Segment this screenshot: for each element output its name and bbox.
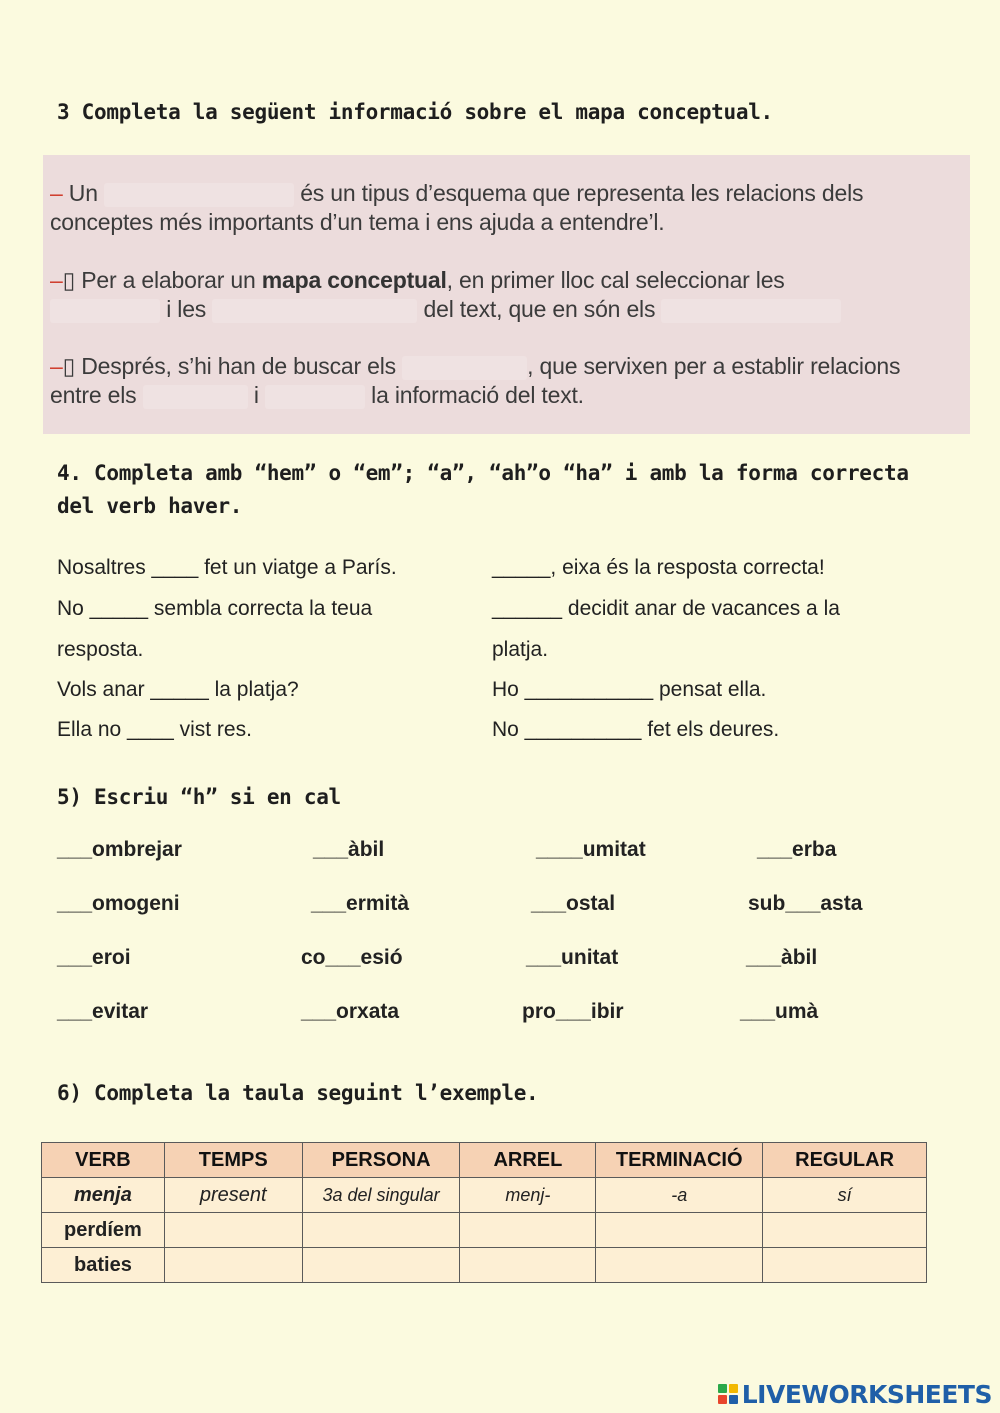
q3-line3a-end: , que servixen per a establir relacions (527, 353, 901, 379)
q3-line2b-mid: i les (166, 296, 207, 322)
answer-cell[interactable] (164, 1248, 302, 1283)
q5-word: pro___ibir (522, 1000, 624, 1023)
answer-cell[interactable] (596, 1213, 763, 1248)
answer-cell[interactable] (763, 1213, 927, 1248)
q5-word: ___ostal (531, 892, 616, 915)
answer-blank-5[interactable] (402, 356, 527, 380)
q3-line2a-bold: mapa conceptual (261, 267, 447, 293)
q5-word: ___evitar (57, 1000, 149, 1023)
cell-temps: present (164, 1178, 302, 1213)
cell-verb: menja (42, 1178, 165, 1213)
answer-cell[interactable] (164, 1213, 302, 1248)
q4-left-4: Vols anar _____ la platja? (57, 678, 299, 701)
q3-line3b-mid: i (253, 382, 259, 408)
q5-word: ___eroi (57, 946, 131, 969)
q3-line1b: conceptes més importants d’un tema i ens ajuda a entendre’l. (50, 209, 665, 235)
q4-right-5: No __________ fet els deures. (492, 718, 780, 741)
logo-grid-icon (718, 1384, 738, 1404)
header-temps: TEMPS (164, 1143, 302, 1178)
cell-persona: 3a del singular (302, 1178, 460, 1213)
table-row (42, 1213, 927, 1248)
answer-cell[interactable] (763, 1248, 927, 1283)
q3-line1a-start: Un (68, 180, 98, 206)
answer-cell[interactable] (460, 1248, 596, 1283)
dash-marker: – (50, 353, 63, 379)
q3-line2b (50, 296, 841, 323)
answer-blank-7[interactable] (265, 385, 365, 409)
dash-marker: – (50, 267, 63, 293)
q4-right-4: Ho ___________ pensat ella. (492, 678, 767, 701)
q5-word: ___omogeni (57, 892, 180, 915)
checkbox-glyph-icon: ▯ (62, 267, 76, 293)
header-arrel: ARREL (460, 1143, 596, 1178)
q5-word: ___ermità (311, 892, 410, 915)
answer-blank-4[interactable] (661, 299, 841, 323)
q3-line2a-end: , en primer lloc cal seleccionar les (446, 267, 785, 293)
q5-word: ___àbil (313, 838, 385, 861)
answer-blank-2[interactable] (50, 299, 160, 323)
answer-cell[interactable] (596, 1248, 763, 1283)
q3-line3b (50, 382, 584, 409)
q6-title: 6) Completa la taula seguint l’exemple. (57, 1081, 539, 1105)
q3-line1a (50, 180, 863, 207)
q4-right-3: platja. (492, 638, 549, 661)
checkbox-glyph-icon: ▯ (62, 353, 76, 379)
header-terminacio: TERMINACIÓ (596, 1143, 763, 1178)
q5-word: co___esió (301, 946, 403, 969)
cell-regular: sí (763, 1178, 927, 1213)
answer-blank-1[interactable] (104, 183, 294, 207)
answer-blank-6[interactable] (143, 385, 248, 409)
q3-line3b-start: entre els (50, 382, 137, 408)
cell-verb: perdíem (42, 1213, 165, 1248)
liveworksheets-logo (718, 1381, 992, 1407)
q3-title: 3 Completa la següent informació sobre el mapa conceptual. (57, 100, 773, 124)
q3-line2a-start: Per a elaborar un (75, 267, 256, 293)
q5-word: ___ombrejar (57, 838, 182, 861)
q3-line3a (50, 353, 900, 380)
q5-title: 5) Escriu “h” si en cal (57, 785, 341, 809)
q3-line1a-end: és un tipus d’esquema que representa les relacions dels (300, 180, 864, 206)
answer-cell[interactable] (460, 1213, 596, 1248)
q5-word: ___àbil (746, 946, 818, 969)
header-persona: PERSONA (302, 1143, 460, 1178)
q5-word: sub___asta (748, 892, 863, 915)
q4-title-line2: del verb haver. (57, 494, 243, 518)
cell-terminacio: -a (596, 1178, 763, 1213)
header-verb: VERB (42, 1143, 165, 1178)
table-header-row (42, 1143, 927, 1178)
q4-left-3: resposta. (57, 638, 144, 661)
q5-word: ___orxata (301, 1000, 400, 1023)
logo-text: LIVEWORKSHEETS (741, 1379, 992, 1409)
q4-left-1: Nosaltres ____ fet un viatge a París. (57, 556, 397, 579)
q3-line3a-start: Després, s’hi han de buscar els (75, 353, 396, 379)
header-regular: REGULAR (763, 1143, 927, 1178)
q5-word: ____umitat (536, 838, 646, 861)
answer-cell[interactable] (302, 1213, 460, 1248)
q3-line3b-end: la informació del text. (371, 382, 584, 408)
answer-blank-3[interactable] (212, 299, 417, 323)
dash-marker: – (50, 180, 63, 206)
q4-right-2: ______ decidit anar de vacances a la (492, 597, 840, 620)
verb-table (41, 1142, 927, 1283)
table-row (42, 1248, 927, 1283)
q5-word: ___erba (757, 838, 837, 861)
q4-left-5: Ella no ____ vist res. (57, 718, 252, 741)
answer-cell[interactable] (302, 1248, 460, 1283)
q3-line2b-end: del text, que en són els (423, 296, 656, 322)
table-row-example (42, 1178, 927, 1213)
cell-arrel: menj- (460, 1178, 596, 1213)
q5-word: ___unitat (526, 946, 619, 969)
cell-verb: baties (42, 1248, 165, 1283)
q5-word: ___umà (740, 1000, 819, 1023)
q4-title-line1: 4. Completa amb “hem” o “em”; “a”, “ah”o “ha” i amb la forma correcta (57, 461, 909, 485)
q3-line2a (50, 267, 785, 294)
q4-right-1: _____, eixa és la resposta correcta! (492, 556, 825, 579)
q4-left-2: No _____ sembla correcta la teua (57, 597, 373, 620)
